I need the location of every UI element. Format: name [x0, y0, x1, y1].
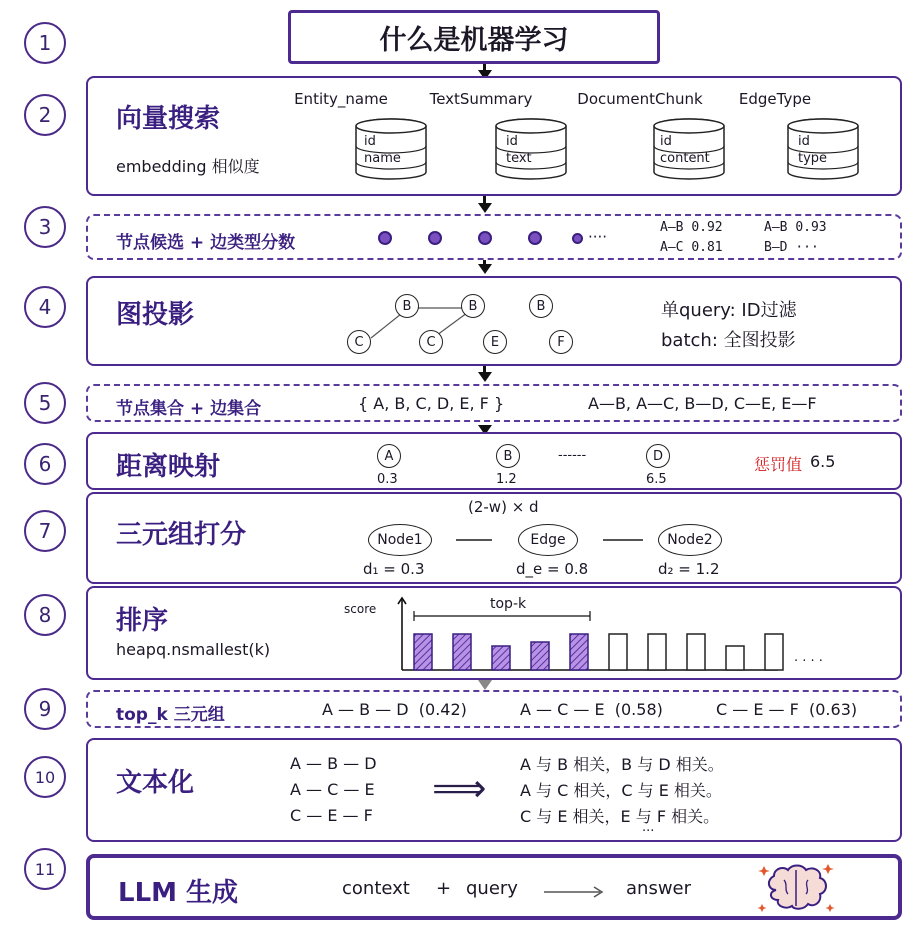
db-field: name — [364, 151, 401, 166]
score-axis-label: score — [344, 602, 377, 616]
bar-rest — [765, 634, 783, 670]
step-7-box — [86, 492, 902, 584]
penalty-value: 6.5 — [810, 452, 836, 471]
arrow-down-icon — [478, 203, 492, 213]
step-number-9: 9 — [24, 688, 66, 730]
bar-topk — [453, 634, 471, 670]
distance-value: 1.2 — [496, 472, 517, 487]
step-number-11: 11 — [24, 848, 66, 890]
step-4-title: 图投影 — [116, 300, 195, 330]
step-number-3: 3 — [24, 206, 66, 248]
header-title: 什么是机器学习 — [379, 24, 569, 56]
step-8-title: 排序 — [116, 606, 169, 636]
step-4-box — [86, 276, 902, 366]
bar-topk — [492, 646, 510, 670]
llm-query: query — [466, 878, 518, 899]
score-formula: (2-w) × d — [468, 498, 539, 516]
ranking-bar-chart — [378, 594, 848, 678]
step-9-title: top_k 三元组 — [116, 705, 225, 725]
db-field: type — [798, 151, 828, 166]
header-box — [288, 10, 660, 64]
database-icon — [786, 118, 860, 180]
triple-edge: Edge — [518, 524, 578, 556]
graph-node: B — [529, 294, 553, 318]
graph-node: C — [347, 330, 371, 354]
step-3-box — [86, 214, 902, 260]
db-label: EdgeType — [738, 90, 812, 108]
llm-plus: + — [436, 878, 452, 899]
db-label: TextSummary — [429, 90, 533, 108]
bar-topk — [414, 634, 432, 670]
triple-link — [456, 539, 492, 541]
dash-ellipsis: ------ — [558, 448, 587, 463]
topk-triple: C — E — F (0.63) — [716, 700, 858, 719]
bar-topk — [531, 642, 549, 670]
bar-rest — [648, 634, 666, 670]
ellipsis: ···· — [588, 228, 608, 246]
node1-distance: d₁ = 0.3 — [363, 560, 425, 578]
step-6-box — [86, 432, 902, 490]
step-11-title: LLM 生成 — [118, 878, 239, 908]
candidate-node-dot — [478, 231, 492, 245]
db-label: DocumentChunk — [577, 90, 703, 108]
step-10-box — [86, 738, 902, 842]
step-number-5: 5 — [24, 382, 66, 424]
arrow-right-icon — [542, 884, 606, 900]
triple-node1: Node1 — [368, 524, 432, 556]
step-5-box — [86, 384, 902, 422]
graph-node: B — [461, 294, 485, 318]
distance-value: 0.3 — [377, 472, 398, 487]
db-field: id — [364, 134, 376, 149]
bar-trail: · · · · — [794, 654, 823, 669]
distance-node: A — [377, 444, 401, 468]
candidate-node-dot — [428, 231, 442, 245]
graph-node: B — [395, 294, 419, 318]
edge-score: B—D ··· — [764, 240, 819, 255]
triple-node2: Node2 — [658, 524, 722, 556]
edge-score: A—B 0.93 — [764, 220, 827, 235]
sentence-line: A 与 B 相关，B 与 D 相关。 — [520, 755, 724, 774]
path-line: A — B — D — [290, 754, 377, 773]
db-field: text — [506, 151, 532, 166]
topk-triple: A — C — E (0.58) — [520, 700, 663, 719]
step-9-box — [86, 690, 902, 728]
distance-value: 6.5 — [646, 472, 667, 487]
step-number-4: 4 — [24, 286, 66, 328]
llm-context: context — [342, 878, 410, 899]
step-2-title: 向量搜索 — [116, 104, 221, 134]
brain-icon — [754, 860, 838, 920]
step-5-title: 节点集合 + 边集合 — [116, 399, 262, 419]
projection-note-batch: batch: 全图投影 — [661, 330, 796, 351]
edge-distance: d_e = 0.8 — [516, 560, 589, 578]
database-icon — [652, 118, 726, 180]
sentence-line: C 与 E 相关，E 与 F 相关。 — [520, 807, 720, 826]
arrow-down-icon — [478, 264, 492, 274]
penalty-label: 惩罚值 — [754, 455, 803, 474]
graph-node: F — [549, 330, 573, 354]
graph-node: E — [483, 330, 507, 354]
db-field: id — [798, 134, 810, 149]
path-line: C — E — F — [290, 806, 373, 825]
topk-triple: A — B — D (0.42) — [322, 700, 467, 719]
candidate-node-dot — [378, 231, 392, 245]
sentence-line: A 与 C 相关，C 与 E 相关。 — [520, 781, 722, 800]
edge-score: A—C 0.81 — [660, 240, 723, 255]
step-number-8: 8 — [24, 594, 66, 636]
db-field: content — [660, 151, 710, 166]
llm-answer: answer — [626, 878, 692, 899]
topk-label: top-k — [490, 596, 527, 612]
step-11-box — [86, 854, 902, 920]
bar-topk — [570, 634, 588, 670]
bar-rest — [687, 634, 705, 670]
step-number-10: 10 — [24, 756, 66, 798]
sort-code: heapq.nsmallest(k) — [116, 640, 271, 659]
step-number-6: 6 — [24, 443, 66, 485]
edge-score: A—B 0.92 — [660, 220, 723, 235]
candidate-node-dot — [572, 233, 583, 244]
bar-rest — [726, 646, 744, 670]
step-8-box — [86, 586, 902, 680]
edge-set: A—B, A—C, B—D, C—E, E—F — [588, 394, 817, 413]
distance-node: B — [496, 444, 520, 468]
step-7-title: 三元组打分 — [116, 520, 247, 550]
db-label: Entity_name — [294, 90, 388, 108]
step-2-box — [86, 76, 902, 196]
bar-rest — [609, 634, 627, 670]
step-3-title: 节点候选 + 边类型分数 — [116, 233, 296, 253]
projection-note-single: 单query: ID过滤 — [661, 300, 797, 321]
database-icon — [494, 118, 568, 180]
triple-link — [603, 539, 643, 541]
db-field: id — [660, 134, 672, 149]
step-number-2: 2 — [24, 94, 66, 136]
node2-distance: d₂ = 1.2 — [658, 560, 720, 578]
arrow-down-icon — [478, 372, 492, 382]
database-icon — [354, 118, 428, 180]
step-number-7: 7 — [24, 510, 66, 552]
db-field: id — [506, 134, 518, 149]
candidate-node-dot — [528, 231, 542, 245]
more-ellipsis: ··· — [642, 824, 655, 839]
step-number-1: 1 — [24, 22, 66, 64]
step-2-subtitle: embedding 相似度 — [116, 157, 260, 176]
distance-node: D — [646, 444, 670, 468]
step-6-title: 距离映射 — [116, 452, 221, 482]
node-set: { A, B, C, D, E, F } — [358, 394, 505, 413]
arrow-down-icon — [478, 680, 492, 690]
step-10-title: 文本化 — [116, 768, 195, 798]
path-line: A — C — E — [290, 780, 375, 799]
graph-node: C — [419, 330, 443, 354]
double-arrow-icon: ⟹ — [432, 766, 487, 810]
